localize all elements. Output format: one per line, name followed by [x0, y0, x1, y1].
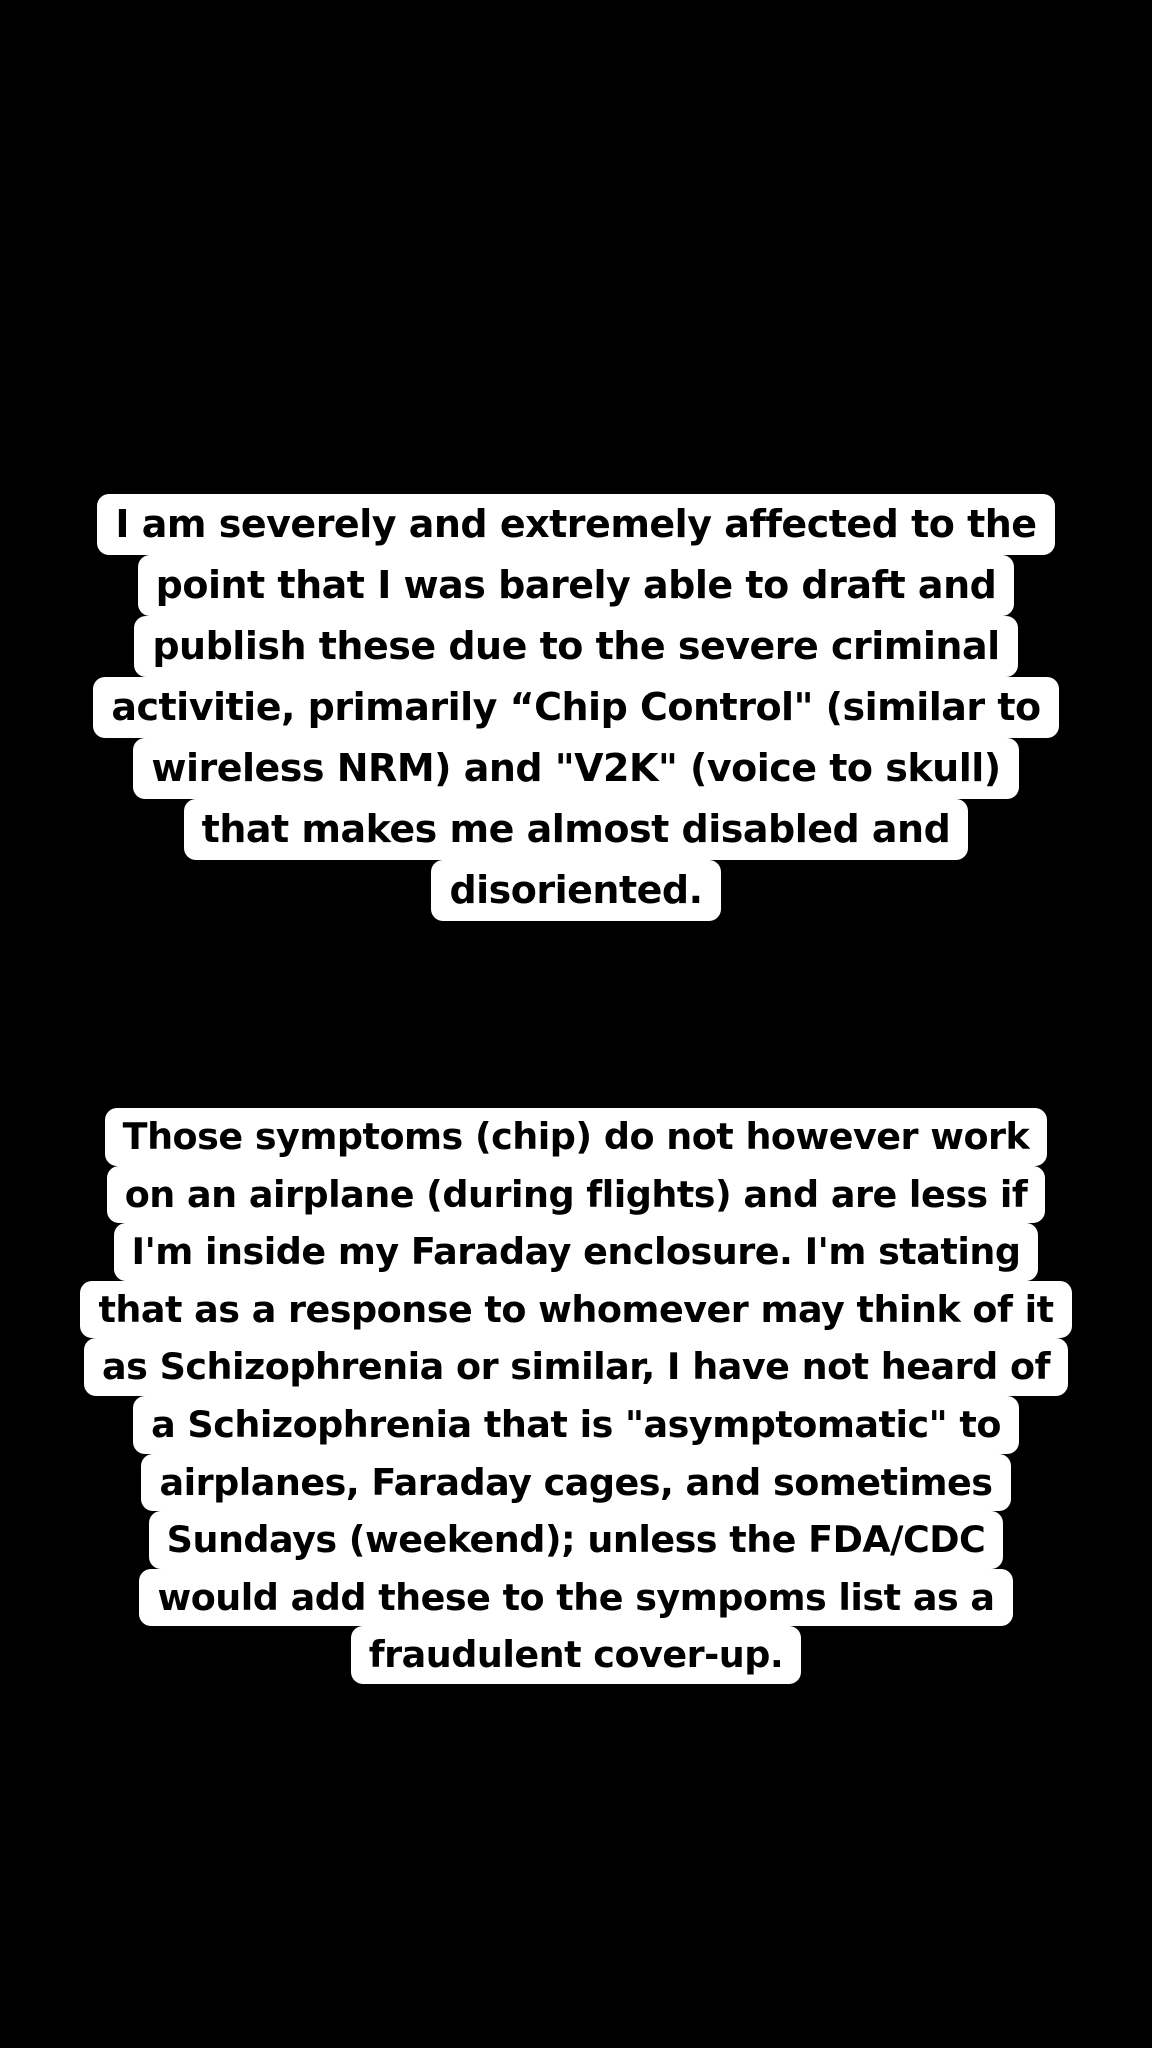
caption-line: would add these to the sympoms list as a [139, 1569, 1012, 1627]
caption-line: disoriented. [431, 860, 720, 921]
caption-line: activitie, primarily “Chip Control" (similar to [93, 677, 1058, 738]
caption-line: airplanes, Faraday cages, and sometimes [141, 1454, 1010, 1512]
caption-line: fraudulent cover-up. [351, 1626, 801, 1684]
caption-line: that makes me almost disabled and [184, 799, 969, 860]
caption-line: I'm inside my Faraday enclosure. I'm stating [114, 1223, 1039, 1281]
caption-line: a Schizophrenia that is "asymptomatic" to [133, 1396, 1019, 1454]
caption-line: Those symptoms (chip) do not however work [105, 1108, 1048, 1166]
caption-line: wireless NRM) and "V2K" (voice to skull) [133, 738, 1018, 799]
caption-paragraph-1 [0, 494, 1152, 921]
caption-line: as Schizophrenia or similar, I have not heard of [84, 1338, 1068, 1396]
caption-line: that as a response to whomever may think of it [80, 1281, 1071, 1339]
caption-line: I am severely and extremely affected to the [97, 494, 1054, 555]
caption-paragraph-2 [0, 1108, 1152, 1684]
caption-line: Sundays (weekend); unless the FDA/CDC [149, 1511, 1004, 1569]
caption-line: on an airplane (during flights) and are less if [107, 1166, 1046, 1224]
caption-line: publish these due to the severe criminal [134, 616, 1017, 677]
caption-line: point that I was barely able to draft and [138, 555, 1015, 616]
